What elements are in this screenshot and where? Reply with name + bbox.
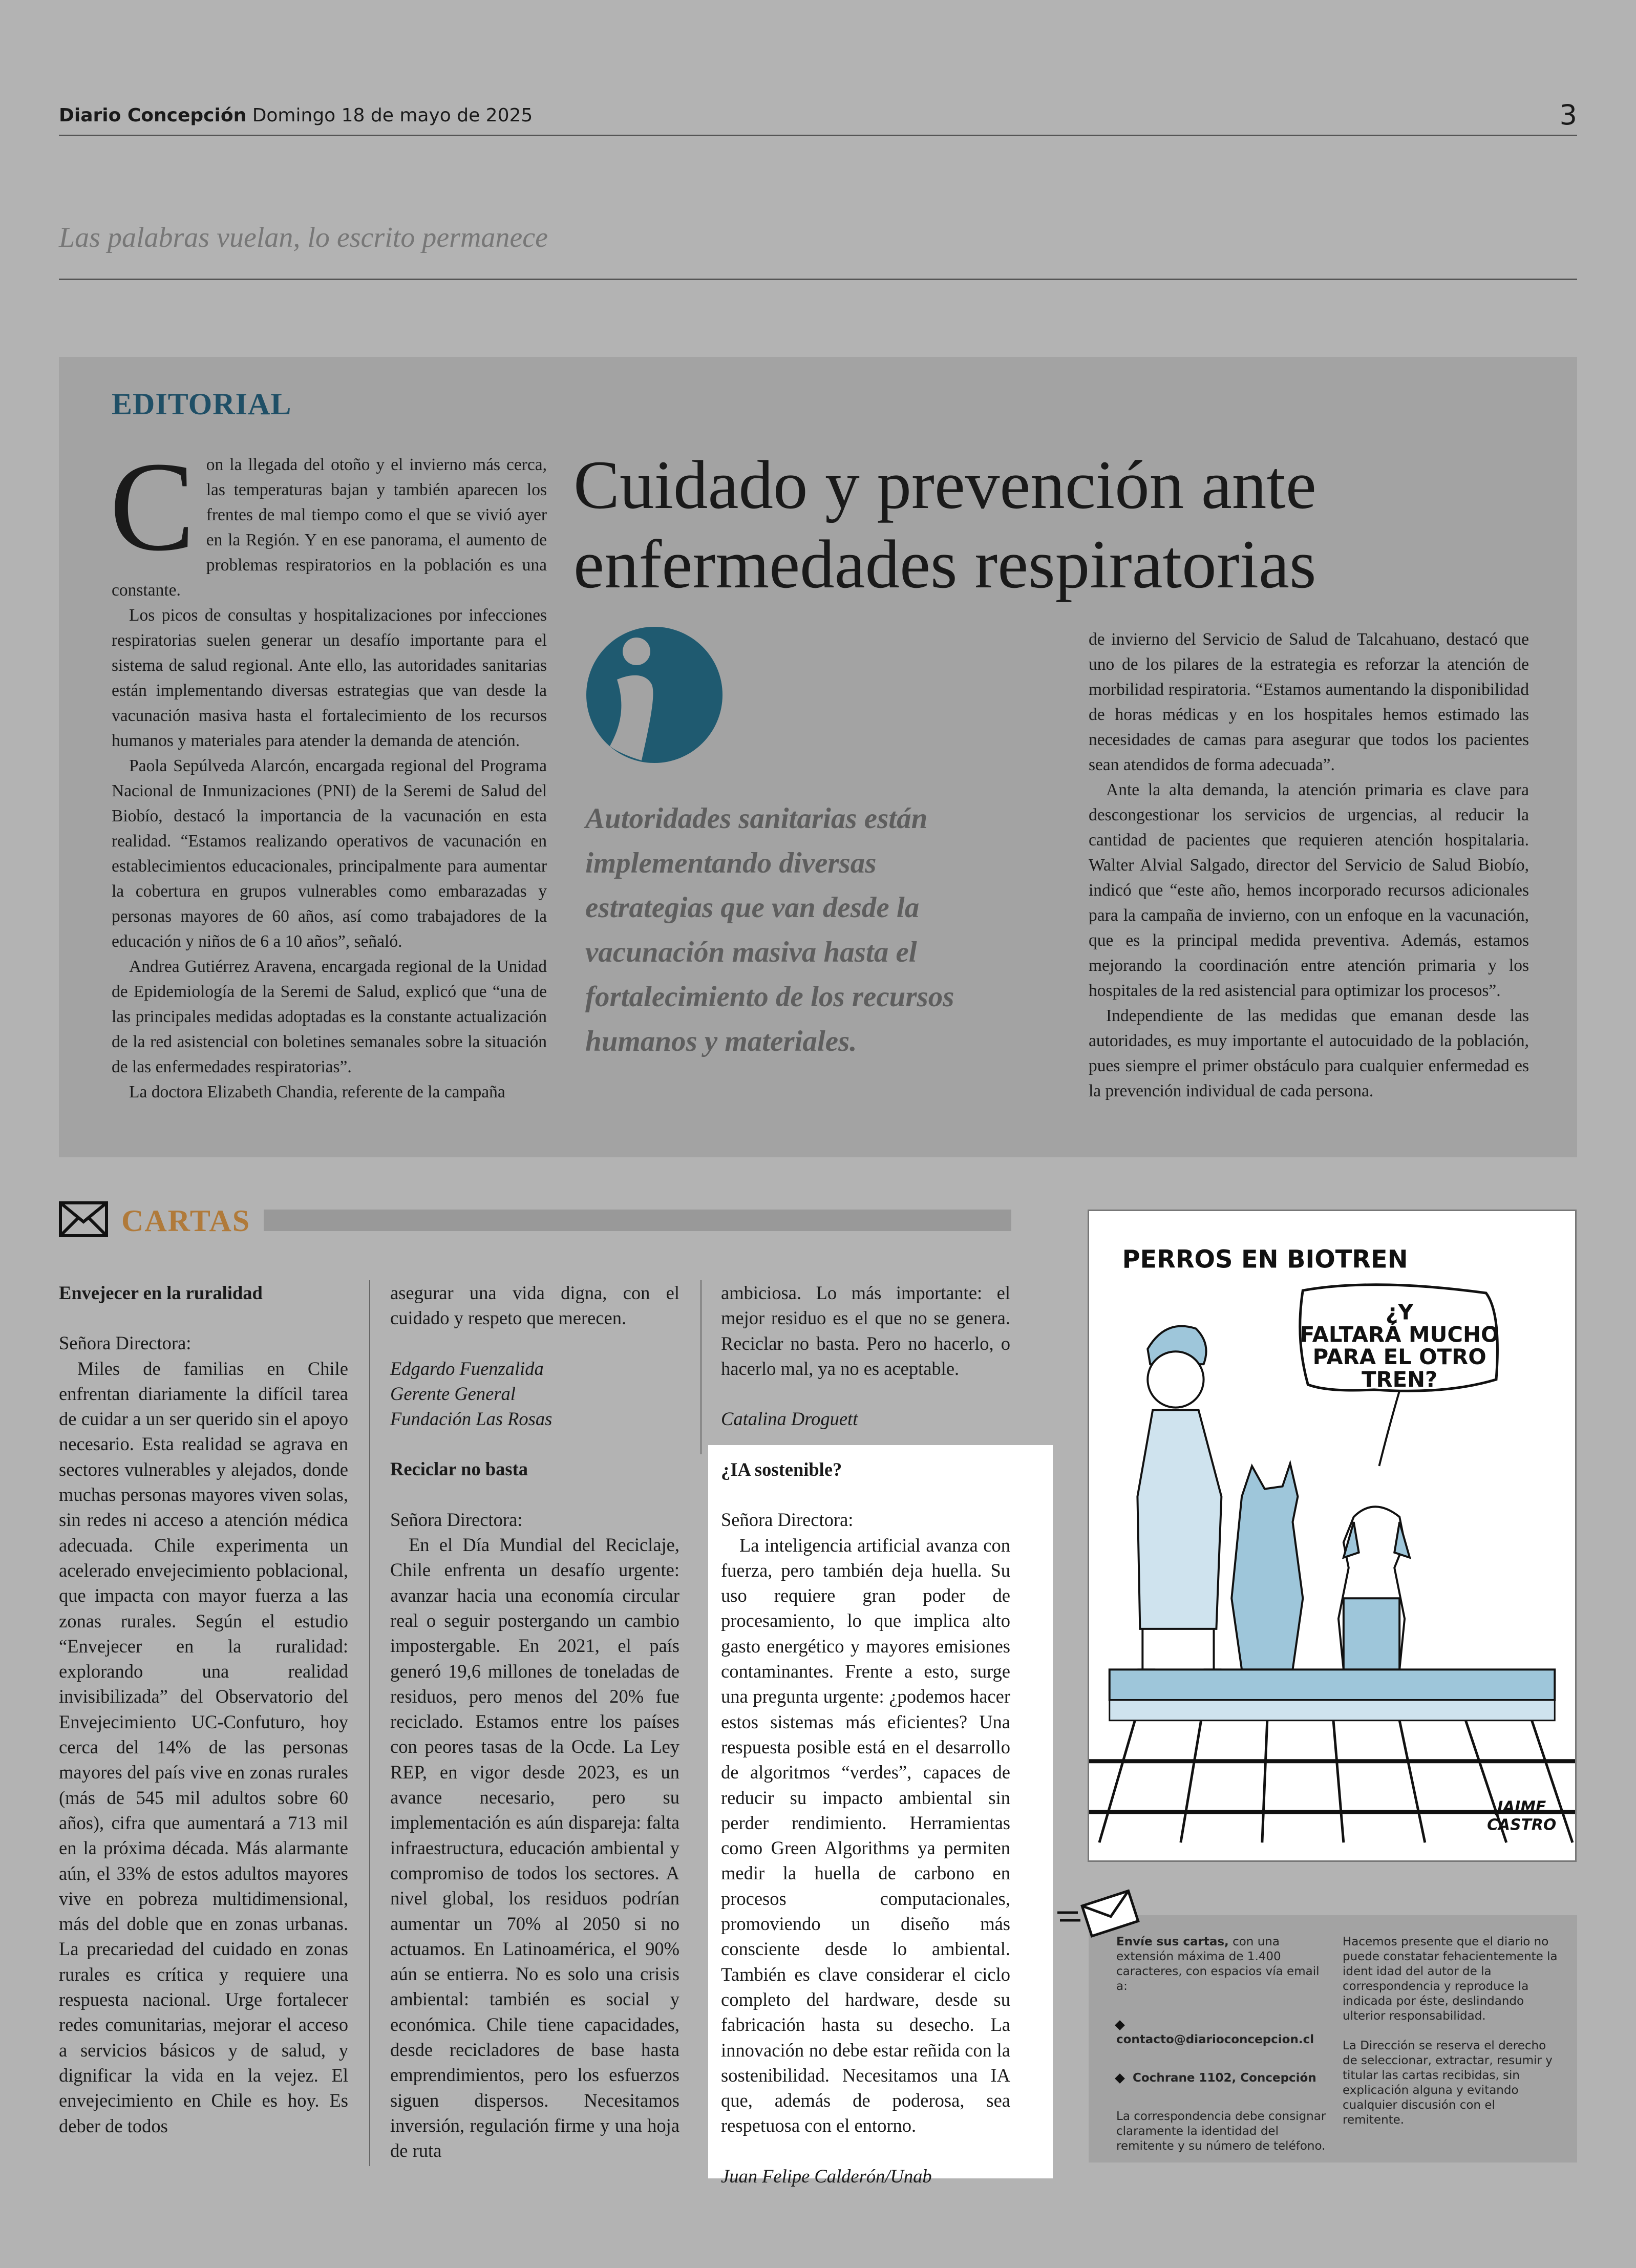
artist-signature: JAIME: [1497, 1798, 1546, 1816]
column-divider: [700, 1280, 702, 1454]
speech-line: TREN?: [1362, 1366, 1438, 1392]
letter-ia-sostenible: [721, 1457, 1010, 2189]
editorial-column-3: [1089, 627, 1529, 1104]
masthead: [59, 105, 533, 126]
editorial-rights: La Dirección se reserva el derecho de seleccionar, extractar, resumir y titular las cartas recibidas, sin explicación alguna y evitando cualquier discusión con el remitente.: [1343, 2039, 1553, 2127]
letter-salutation: Señora Directora:: [59, 1332, 192, 1354]
contact-address: Cochrane 1102, Concepción: [1133, 2071, 1316, 2085]
cartas-label: CARTAS: [121, 1204, 251, 1238]
identity-note: La correspondencia debe consignar claramente la identidad del remitente y su número de teléfono.: [1116, 2110, 1326, 2153]
send-details: con una extensión máxima de 1.400 caracteres, con espacios vía email a:: [1116, 1935, 1320, 1993]
letter-title: Reciclar no basta: [390, 1458, 528, 1480]
page-header: [59, 99, 1577, 136]
letter-signature: Juan Felipe Calderón/Unab: [721, 2165, 932, 2187]
send-lead: Envíe sus cartas,: [1116, 1935, 1229, 1948]
letters-column-3: [721, 1280, 1010, 1431]
letter-signature: Gerente General: [390, 1383, 516, 1404]
letter-signature: Fundación Las Rosas: [390, 1408, 553, 1430]
address-line: [1116, 2071, 1326, 2086]
letter-body: Miles de familias en Chile enfrentan diariamente la difícil tarea de cuidar a un ser querido sin el apoyo necesario. Esta realidad se agrava en sectores vulnerables y alejados, donde muchas personas mayores viven solas, sin redes ni acceso a atención médica adecuada. Chile experimenta un acelerado envejecimiento poblacional, que impacta con mayor fuerza a las zonas rurales. Según el estudio “Envejecer en la ruralidad: explorando una realidad invisibilizada” del Observatorio del Envejecimiento UC-Confuturo, hoy cerca del 14% de las personas mayores del país vive en zonas rurales (más de 545 mil adultos sobre 60 años), cifra que aumentará a 713 mil en la próxima década. Más alarmante aún, el 33% de estos adultos mayores vive en pobreza multidimensional, más del doble que en zonas urbanas. La precariedad del cuidado en zonas rurales es crítica y requiere una respuesta nacional. Urge fortalecer redes comunitarias, mejorar el acceso a servicios básicos y de salud, y dignificar la vida en la vejez. El envejecimiento en Chile es hoy. Es deber de todos: [59, 1358, 348, 2136]
speech-line: FALTARÁ MUCHO: [1300, 1322, 1499, 1347]
editorial-paragraph: Los picos de consultas y hospitalizaciones por infecciones respiratorias suelen generar un desafío importante para el sistema de salud regional. Ante ello, las autoridades sanitarias están implementando diversas estrategias que van desde la vacunación masiva hasta el fortalecimiento de los recursos humanos y materiales para atender la demanda de atención.: [112, 606, 547, 750]
email-line: [1116, 2018, 1326, 2047]
speech-line: ¿Y: [1385, 1299, 1414, 1325]
info-icon: [585, 623, 724, 767]
bullet-icon: [1115, 2020, 1125, 2030]
letter-signature: Edgardo Fuenzalida: [390, 1358, 544, 1379]
editorial-paragraph: La doctora Elizabeth Chandia, referente de la campaña: [129, 1083, 505, 1101]
bullet-icon: [1115, 2073, 1125, 2084]
cartoon-title: PERROS EN BIOTREN: [1122, 1245, 1408, 1274]
section-rule: [264, 1210, 1011, 1231]
letter-title: Envejecer en la ruralidad: [59, 1282, 263, 1303]
letter-signature: Catalina Droguett: [721, 1408, 858, 1430]
letter-title: ¿IA sostenible?: [721, 1459, 842, 1480]
editorial-paragraph: on la llegada del otoño y el invierno más cerca, las temperaturas bajan y también aparecen los frentes de mal tiempo como el que se vivió ayer en la Región. Y en ese panorama, el aumento de problemas respiratorios en la población es una constante.: [112, 455, 547, 600]
issue-date: Domingo 18 de mayo de 2025: [252, 105, 533, 126]
artist-signature: CASTRO: [1487, 1816, 1557, 1834]
letter-body-continued: ambiciosa. Lo más importante: el mejor residuo es el que no se genera. Reciclar no basta. Pero no hacerlo, o hacerlo mal, ya no es aceptable.: [721, 1282, 1010, 1379]
pull-quote: Autoridades sanitarias están implementando diversas estrategias que van desde la vacunación masiva hasta el fortalecimiento de los recursos humanos y materiales.: [585, 802, 954, 1057]
letters-column-2: [390, 1280, 679, 2164]
cartas-header: [59, 1201, 1011, 1242]
speech-line: PARA EL OTRO: [1312, 1344, 1486, 1370]
paper-name: Diario Concepción: [59, 105, 247, 126]
letter-body: En el Día Mundial del Reciclaje, Chile enfrenta un desafío urgente: avanzar hacia una economía circular real o seguir postergando un cambio impostergable. En 2021, el país generó 19,6 millones de toneladas de residuos, pero menos del 20% fue reciclado. Estamos entre los países con peores tasas de la Ocde. La Ley REP, en vigor desde 2023, es un avance necesario, pero su implementación es aún dispareja: falta infraestructura, educación ambiental y compromiso de todos los sectores. A nivel global, los residuos podrían aumentar un 70% al 2050 si no actuamos. En Latinoamérica, el 90% aún se entierra. No es solo una crisis ambiental: también es social y económica. Chile tiene capacidades, desde recicladores de base hasta emprendimientos, pero los esfuerzos siguen dispersos. Necesitamos inversión, regulación firme y una hoja de ruta: [390, 1534, 679, 2161]
letter-salutation: Señora Directora:: [390, 1509, 523, 1530]
disclaimer: Hacemos presente que el diario no puede constatar fehacientemente la ident idad del autor de la correspondencia y reproduce la indicada por éste, deslindando ulterior responsabilidad.: [1343, 1935, 1558, 2023]
editorial-paragraph: Paola Sepúlveda Alarcón, encargada regional del Programa Nacional de Inmunizaciones (PNI) de la Seremi de Salud del Biobío, destacó la importancia de la vacunación en esta realidad. “Estamos realizando operativos de vacunación en establecimientos educacionales, principalmente para aumentar la cobertura en grupos vulnerables como embarazadas y personas mayores de 60 años, así como trabajadores de la educación y niños de 6 a 10 años”, señaló.: [112, 756, 547, 951]
editorial-paragraph: Andrea Gutiérrez Aravena, encargada regional de la Unidad de Epidemiología de la Seremi de Salud, explicó que “una de las principales medidas adoptadas es la constante actualización de la red asistencial con boletines semanales sobre la situación de las enfermedades respiratorias”.: [112, 957, 547, 1076]
contact-column-right: [1343, 1935, 1558, 2128]
editorial-column-1: [110, 436, 547, 1105]
editorial-paragraph: de invierno del Servicio de Salud de Talcahuano, destacó que uno de los pilares de la estrategia es reforzar la atención de morbilidad respiratoria. “Estamos aumentando la disponibilidad de horas médicas y en los hospitales hemos estimado las necesidades de camas para asegurar que todos los pacientes sean atendidos de forma adecuada”.: [1089, 630, 1529, 774]
contact-email[interactable]: contacto@diarioconcepcion.cl: [1116, 2033, 1314, 2046]
editorial-label: EDITORIAL: [112, 387, 292, 421]
letter-salutation: Señora Directora:: [721, 1509, 854, 1531]
flying-envelope-icon: [1055, 1884, 1142, 1941]
letter-body: La inteligencia artificial avanza con fuerza, pero también deja huella. Su uso requiere gran poder de procesamiento, lo que implica alto gasto energético y mayores emisiones contaminantes. Frente a esto, surge una pregunta urgente: ¿podemos hacer estos sistemas más eficientes? Una respuesta posible está en el desarrollo de algoritmos “verdes”, capaces de reducir su impacto ambiental sin perder rendimiento. Herramientas como Green Algorithms ya permiten medir la huella de carbono en procesos computacionales, promoviendo un diseño más consciente desde lo ambiental. También es clave considerar el ciclo completo del hardware, desde su fabricación hasta su desecho. La innovación no debe estar reñida con la sostenibilidad. Necesitamos una IA que, además de poderosa, sea respetuosa con el entorno.: [721, 1534, 1010, 2136]
send-instructions: [1116, 1935, 1326, 1994]
editorial-paragraph: Ante la alta demanda, la atención primaria es clave para descongestionar los servicios de urgencias, al reducir la cantidad de pacientes que requieren atención hospitalaria. Walter Alvial Salgado, director del Servicio de Salud Biobío, indicó que “este año, hemos incorporado recursos adicionales para la campaña de invierno, con un enfoque en la vacunación, que es la principal medida preventiva. Además, estamos mejorando la coordinación entre atención primaria y los hospitales de la red asistencial para optimizar los procesos”.: [1089, 780, 1529, 1000]
letters-column-1: [59, 1280, 348, 2138]
cartoon-illustration: [1088, 1210, 1577, 1862]
envelope-icon: [59, 1201, 108, 1237]
contact-column-left: [1116, 1935, 1326, 2154]
page-number: 3: [1559, 99, 1577, 131]
letter-body-continued: asegurar una vida digna, con el cuidado y respeto que merecen.: [390, 1282, 679, 1329]
editorial-paragraph: Independiente de las medidas que emanan desde las autoridades, es muy importante el autocuidado de la población, pues siempre el primer obstáculo para cualquier enfermedad es la prevención individual de cada persona.: [1089, 1006, 1529, 1100]
drop-cap: C: [110, 436, 195, 578]
section-slogan: Las palabras vuelan, lo escrito permanece: [59, 221, 1577, 280]
editorial-headline: Cuidado y prevención ante enfermedades respiratorias: [573, 447, 1316, 603]
column-divider: [369, 1280, 370, 2166]
